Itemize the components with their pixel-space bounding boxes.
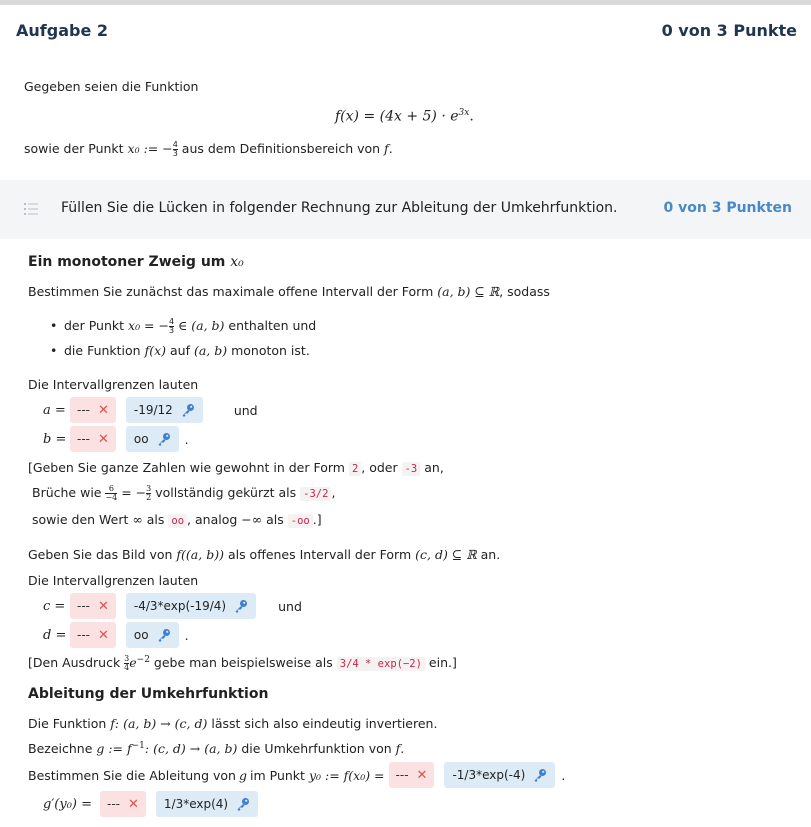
inverse-line: Bezeichne g := $f^{-1}$: (c, d) → (a, b) die Umkehrfunktion von f. bbox=[28, 741, 405, 757]
list-item: • die Funktion f(x) auf (a, b) monoton ist. bbox=[64, 343, 310, 358]
y0-answer-field[interactable]: --- ✕ bbox=[389, 762, 435, 788]
wrong-x-icon: ✕ bbox=[98, 402, 109, 418]
bounds-label: Die Intervallgrenzen lauten bbox=[28, 573, 199, 588]
subtask-question: Füllen Sie die Lücken in folgender Rechnung zur Ableitung der Umkehrfunktion. bbox=[61, 200, 618, 216]
top-bar bbox=[0, 0, 811, 5]
subtask-points: 0 von 3 Punkten bbox=[663, 200, 792, 216]
row-gprime bbox=[43, 791, 258, 817]
task-header bbox=[16, 18, 797, 42]
interval-intro: Bestimmen Sie zunächst das maximale offene Intervall der Form (a, b) ⊆ ℝ, sodass bbox=[28, 284, 550, 299]
hint-line: [Den Ausdruck $\frac{3}{4}$ $e^{-2}$ gebe man beispielsweise als 3/4 * exp(−2) ein.] bbox=[28, 654, 457, 673]
b-solution: oo bbox=[126, 426, 179, 452]
hint-line: Brüche wie $\frac{6}{-4}$ = − $\frac{3}{2}$ vollständig gekürzt als -3/2 , bbox=[32, 484, 336, 502]
und-text: und bbox=[233, 402, 258, 418]
intro-line: Gegeben seien die Funktion bbox=[24, 79, 199, 94]
bounds-label: Die Intervallgrenzen lauten bbox=[28, 377, 199, 392]
task-title: Aufgabe 2 bbox=[16, 20, 108, 40]
a-label: a = bbox=[43, 402, 66, 418]
point-line: sowie der Punkt x₀ := − $\frac{4}{3}$ aus dem Definitionsbereich von f. bbox=[24, 140, 393, 158]
key-icon bbox=[234, 599, 248, 613]
d-answer-field[interactable]: --- ✕ bbox=[70, 622, 116, 648]
row-a bbox=[43, 397, 258, 423]
section-heading-monotone: Ein monotoner Zweig um x₀ bbox=[28, 254, 244, 270]
d-solution: oo bbox=[126, 622, 179, 648]
gprime-answer-field[interactable]: --- ✕ bbox=[100, 791, 146, 817]
wrong-x-icon: ✕ bbox=[416, 767, 428, 783]
key-icon bbox=[533, 768, 547, 782]
a-answer-field[interactable]: --- ✕ bbox=[70, 397, 116, 423]
section-heading-inverse: Ableitung der Umkehrfunktion bbox=[28, 686, 269, 702]
a-solution: -19/12 bbox=[126, 397, 203, 423]
list-icon bbox=[24, 202, 38, 216]
list-item: • der Punkt x₀ = − $\frac{4}{3}$ ∈ (a, b) enthalten und bbox=[64, 318, 316, 335]
image-intro: Geben Sie das Bild von f((a, b)) als offenes Intervall der Form (c, d) ⊆ ℝ an. bbox=[28, 547, 501, 562]
b-answer-field[interactable]: --- ✕ bbox=[70, 426, 116, 452]
b-label: b = bbox=[43, 431, 67, 447]
c-label: c = bbox=[43, 598, 66, 614]
row-b: b = --- ✕ oo . bbox=[43, 426, 189, 452]
row-y0: Bestimmen Sie die Ableitung von g im Punkt y₀ := f(x₀) = --- ✕ -1/3*exp(-4) . bbox=[28, 762, 565, 788]
key-icon bbox=[236, 797, 250, 811]
inverse-line: Die Funktion f: (a, b) → (c, d) lässt sich also eindeutig invertieren. bbox=[28, 716, 438, 731]
gprime-solution: 1/3*exp(4) bbox=[156, 791, 258, 817]
wrong-x-icon: ✕ bbox=[98, 598, 109, 614]
row-c bbox=[43, 593, 302, 619]
gprime-label: g′(y₀) = bbox=[43, 796, 92, 812]
key-icon bbox=[157, 432, 171, 446]
y0-solution: -1/3*exp(-4) bbox=[444, 762, 555, 788]
c-answer-field[interactable]: --- ✕ bbox=[70, 593, 116, 619]
wrong-x-icon: ✕ bbox=[98, 431, 109, 447]
wrong-x-icon: ✕ bbox=[98, 627, 109, 643]
hint-line: [Geben Sie ganze Zahlen wie gewohnt in der Form 2 , oder -3 an, bbox=[28, 460, 444, 475]
und-text: und bbox=[278, 598, 302, 614]
hint-line: sowie den Wert ∞ als oo , analog −∞ als -oo .] bbox=[32, 512, 322, 527]
key-icon bbox=[181, 403, 195, 417]
c-solution: -4/3*exp(-19/4) bbox=[126, 593, 256, 619]
wrong-x-icon: ✕ bbox=[128, 796, 139, 812]
subtask-bar bbox=[0, 180, 811, 239]
function-formula: $f(x) = (4x + 5) \cdot e^{3x}$. bbox=[335, 108, 474, 125]
d-label: d = bbox=[43, 627, 67, 643]
row-d: d = --- ✕ oo . bbox=[43, 622, 189, 648]
task-points: 0 von 3 Punkte bbox=[661, 20, 797, 40]
key-icon bbox=[157, 628, 171, 642]
